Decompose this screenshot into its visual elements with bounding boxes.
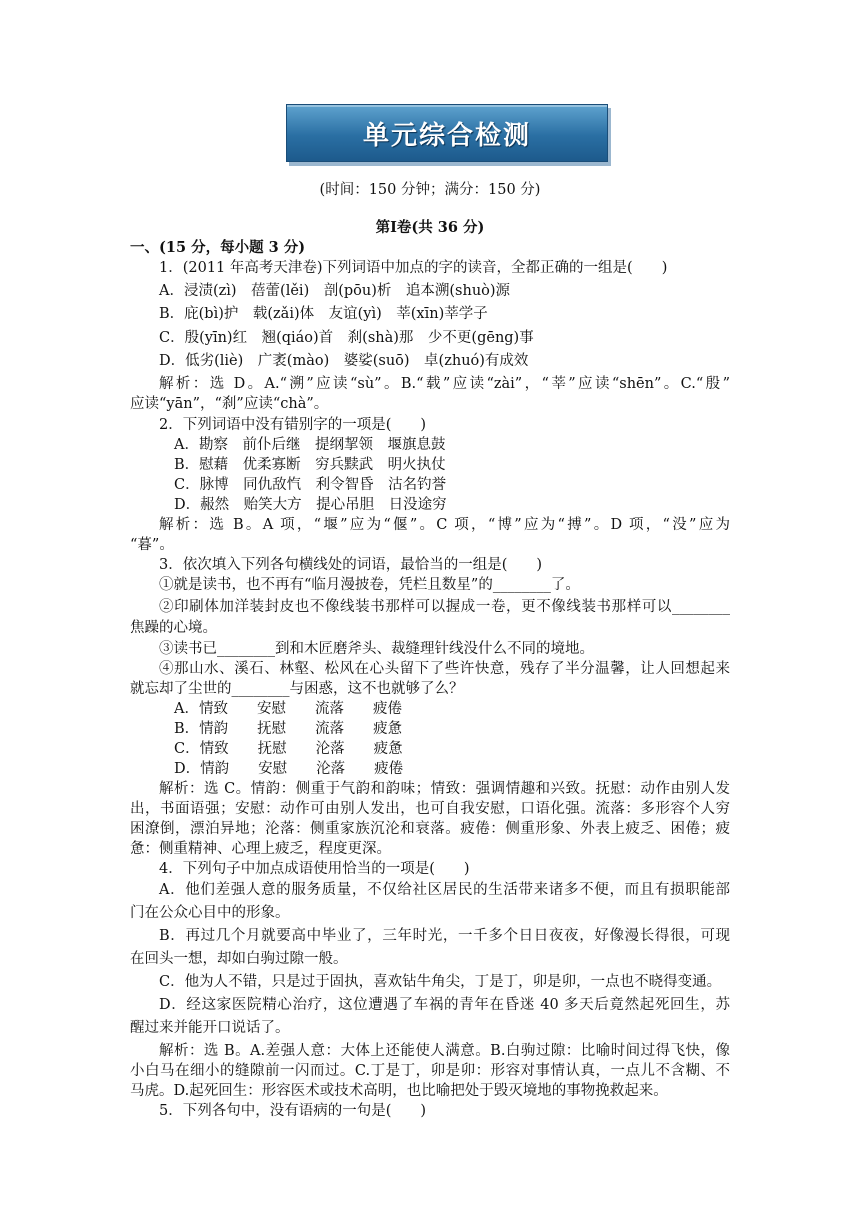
analysis-line: 应读“yān”，“刹”应读“chà”。 — [130, 396, 329, 412]
part-title: 第Ⅰ卷(共 36 分) — [375, 219, 485, 236]
option-line: D．低劣(liè) 广袤(mào) 婆娑(suō) 卓(zhuó)有成效 — [159, 353, 529, 369]
option-line: C．殷(yīn)红 翘(qiáo)首 刹(shà)那 少不更(gēng)事 — [159, 330, 534, 346]
option-line: 门在公众心目中的形象。 — [130, 905, 290, 921]
sentence-line: 就忘却了尘世的________与困惑，这不也就够了么？ — [130, 681, 464, 697]
analysis-line: 出，书面语强；安慰：动作可由别人发出，也可自我安慰，口语化强。流落：多形容个人穷 — [130, 801, 730, 817]
question-5: 5．下列各句中，没有语病的一句是( ) — [159, 1103, 427, 1119]
time-limit: (时间：150 分钟；满分：150 分) — [319, 182, 541, 198]
banner-title: 单元综合检测 — [362, 120, 531, 151]
option-line: A．浸渍(zì) 蓓蕾(lěi) 剖(pōu)析 追本溯(shuò)源 — [159, 283, 511, 299]
sentence-line: ①就是读书，也不再有“临月漫披卷，凭栏且数星”的________了。 — [159, 577, 580, 593]
analysis-line: 解析：选 C。情韵：侧重于气韵和韵味；情致：强调情趣和兴致。抚慰：动作由别人发 — [159, 781, 730, 797]
option-line: A．情致 安慰 流落 疲倦 — [174, 701, 402, 717]
option-line: C．他为人不错，只是过于固执，喜欢钻牛角尖，丁是丁，卯是卯，一点也不晓得变通。 — [159, 974, 722, 990]
option-line: B．再过几个月就要高中毕业了，三年时光，一千多个日日夜夜，好像漫长得很，可现 — [159, 928, 730, 944]
option-line: D．赧然 贻笑大方 提心吊胆 日没途穷 — [174, 497, 447, 513]
sentence-line: 焦躁的心境。 — [130, 620, 217, 636]
question-4: 4．下列句子中加点成语使用恰当的一项是( ) — [159, 861, 470, 877]
option-line: B．庇(bì)护 载(zǎi)体 友谊(yì) 莘(xīn)莘学子 — [159, 306, 488, 322]
analysis-line: 解析：选 D。A.“溯”应读“sù”。B.“载”应读“zài”，“莘”应读“shēn”。C.“殷” — [159, 376, 730, 392]
option-line: C．情致 抚慰 沦落 疲惫 — [174, 741, 403, 757]
sentence-line: ③读书已________到和木匠磨斧头、裁缝理针线没什么不同的境地。 — [159, 641, 594, 657]
section-heading: 一、(15 分，每小题 3 分) — [130, 239, 306, 256]
sentence-line: ④那山水、溪石、林壑、松风在心头留下了些许快意，残存了半分温馨，让人回想起来 — [159, 661, 730, 677]
analysis-line: 困潦倒，漂泊异地；沦落：侧重家族沉沦和衰落。疲倦：侧重形象、外表上疲乏、困倦；疲 — [130, 821, 730, 837]
analysis-line: “暮”。 — [130, 537, 174, 553]
title-banner — [286, 104, 608, 162]
question-2: 2．下列词语中没有错别字的一项是( ) — [159, 417, 427, 433]
option-line: A．勘察 前仆后继 提纲挈领 堰旗息鼓 — [174, 437, 446, 453]
analysis-line: 惫：侧重精神、心理上疲乏，程度更深。 — [130, 841, 391, 857]
option-line: D．情韵 安慰 沦落 疲倦 — [174, 761, 404, 777]
option-line: 醒过来并能开口说话了。 — [130, 1020, 290, 1036]
option-line: D．经这家医院精心治疗，这位遭遇了车祸的青年在昏迷 40 多天后竟然起死回生，苏 — [159, 997, 730, 1013]
option-line: 在回头一想，却如白驹过隙一般。 — [130, 951, 348, 967]
analysis-line: 小白马在细小的缝隙前一闪而过。C.丁是丁，卯是卯：形容对事情认真，一点儿不含糊、不 — [130, 1063, 730, 1079]
analysis-line: 马虎。D.起死回生：形容医术或技术高明，也比喻把处于毁灭境地的事物挽救起来。 — [130, 1083, 668, 1099]
sentence-line: ②印刷体加洋装封皮也不像线装书那样可以握成一卷，更不像线装书那样可以________ — [159, 599, 730, 615]
option-line: B．情韵 抚慰 流落 疲惫 — [174, 721, 403, 737]
analysis-line: 解析：选 B。A 项，“堰”应为“偃”。C 项，“博”应为“搏”。D 项，“没”应为 — [159, 517, 730, 533]
question-1: 1．(2011 年高考天津卷)下列词语中加点的字的读音，全都正确的一组是( ) — [159, 260, 668, 276]
option-line: B．慰藉 优柔寡断 穷兵黩武 明火执仗 — [174, 457, 446, 473]
option-line: C．脉博 同仇敌忾 利令智昏 沽名钓誉 — [174, 477, 447, 493]
analysis-line: 解析：选 B。A.差强人意：大体上还能使人满意。B.白驹过隙：比喻时间过得飞快，像 — [159, 1043, 730, 1059]
question-3: 3．依次填入下列各句横线处的词语，最恰当的一组是( ) — [159, 557, 543, 573]
option-line: A．他们差强人意的服务质量，不仅给社区居民的生活带来诸多不便，而且有损职能部 — [159, 882, 730, 898]
